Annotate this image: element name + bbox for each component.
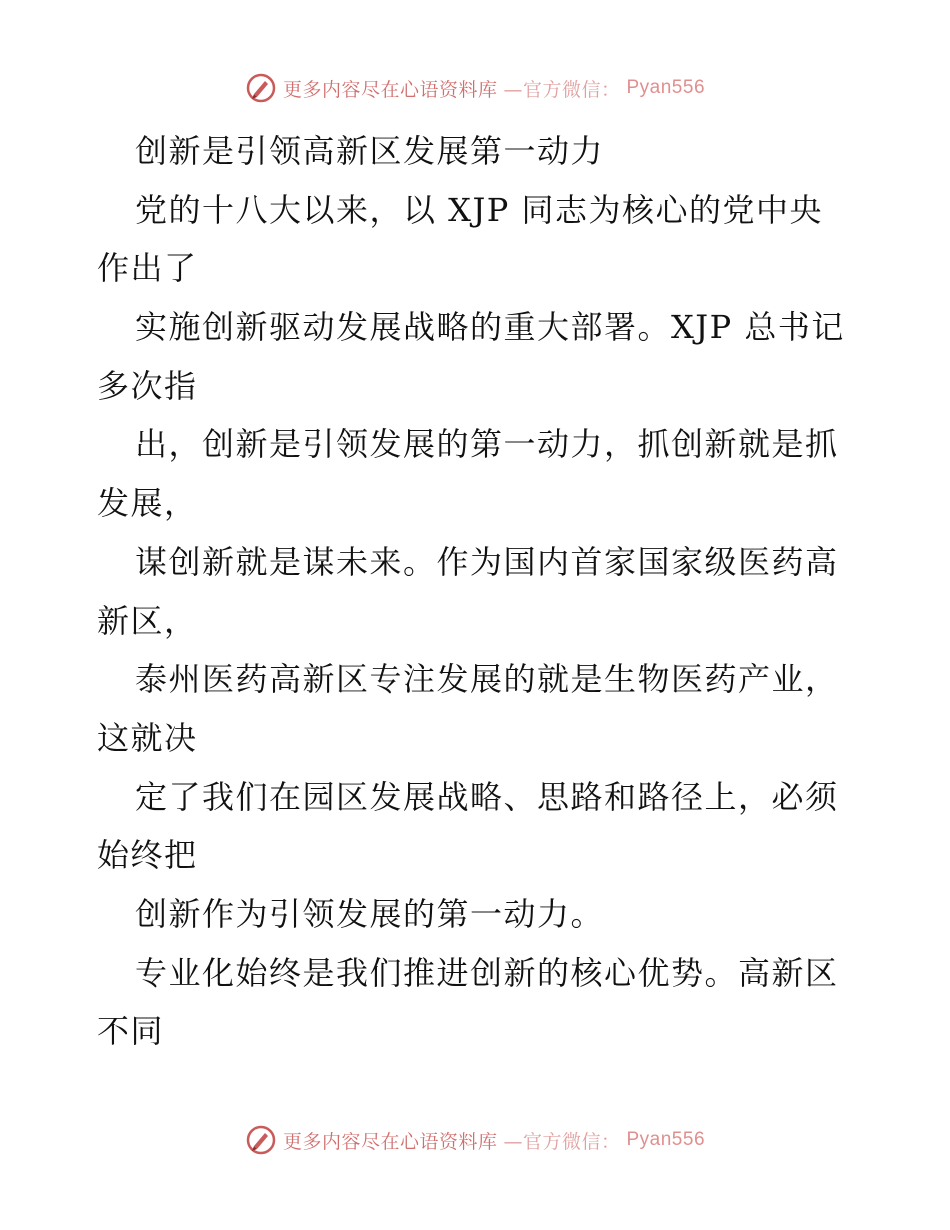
text-line: 实施创新驱动发展战略的重大部署。XJP 总书记 bbox=[135, 308, 845, 347]
text-line: 不同 bbox=[97, 1012, 165, 1051]
watermark-main-text: 更多内容尽在心语资料库 bbox=[282, 1130, 498, 1153]
watermark-separator-text: —官方微信： bbox=[503, 1130, 621, 1153]
text-line: 创新是引领高新区发展第一动力 bbox=[135, 132, 605, 170]
text-line: 出，创新是引领发展的第一动力，抓创新就是抓 bbox=[135, 425, 839, 464]
document-body bbox=[97, 122, 857, 1061]
text-line: 党的十八大以来，以 XJP 同志为核心的党中央 bbox=[135, 190, 823, 229]
pen-logo-icon bbox=[245, 72, 277, 104]
header-watermark bbox=[0, 72, 950, 104]
watermark-wechat-id: Pyan556 bbox=[626, 1129, 706, 1150]
text-line: 谋创新就是谋未来。作为国内首家国家级医药高 bbox=[135, 542, 839, 581]
text-line: 泰州医药高新区专注发展的就是生物医药产业， bbox=[135, 660, 839, 699]
text-line: 创新作为引领发展的第一动力。 bbox=[135, 894, 605, 933]
footer-watermark bbox=[0, 1124, 950, 1156]
watermark-separator-text: —官方微信： bbox=[503, 78, 621, 101]
text-line: 专业化始终是我们推进创新的核心优势。高新区 bbox=[135, 953, 839, 992]
text-line: 定了我们在园区发展战略、思路和路径上，必须 bbox=[135, 777, 839, 816]
watermark-wechat-id: Pyan556 bbox=[626, 77, 706, 98]
text-line: 这就决 bbox=[97, 718, 198, 757]
text-line: 作出了 bbox=[97, 249, 198, 288]
text-line: 始终把 bbox=[97, 836, 198, 875]
text-line: 新区， bbox=[97, 601, 198, 640]
pen-logo-icon bbox=[245, 1124, 277, 1156]
watermark-main-text: 更多内容尽在心语资料库 bbox=[282, 78, 498, 101]
text-line: 多次指 bbox=[97, 366, 198, 405]
text-line: 发展， bbox=[97, 484, 198, 523]
